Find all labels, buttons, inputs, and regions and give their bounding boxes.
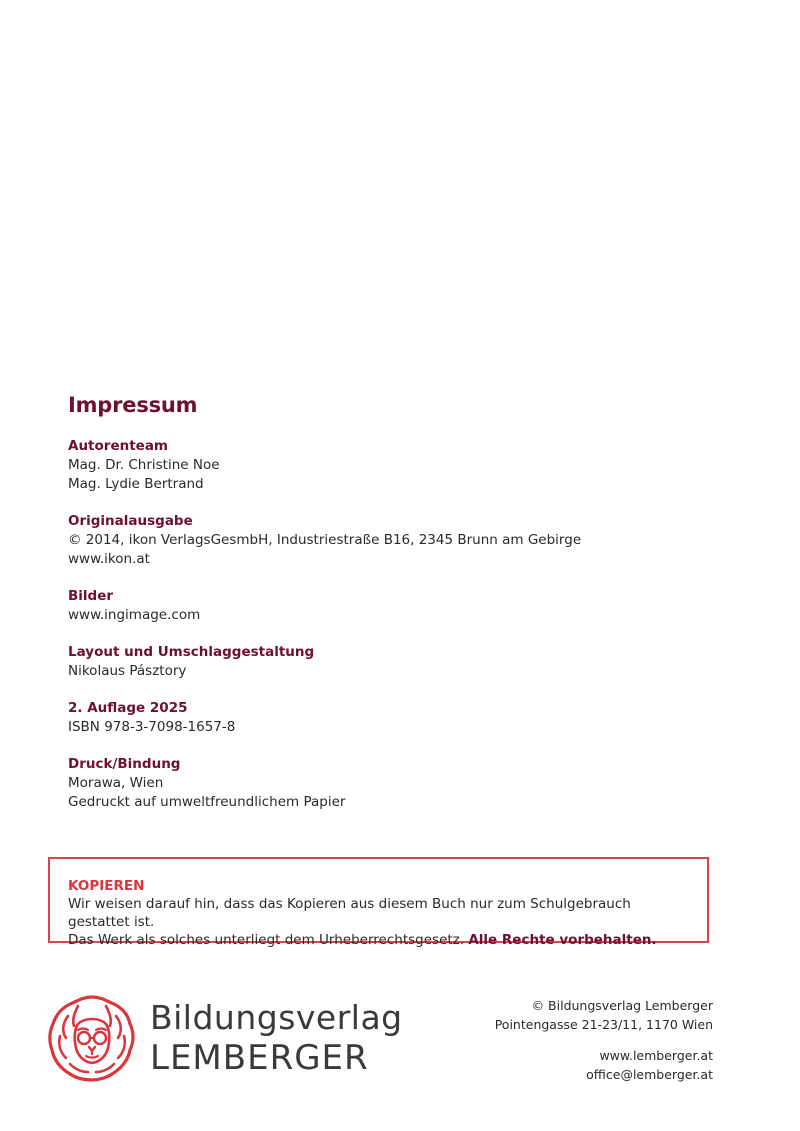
page-title: Impressum — [68, 393, 198, 417]
kopieren-line-1: Wir weisen darauf hin, dass das Kopieren aus diesem Buch nur zum Schulgebrauch gestattet ist. — [68, 896, 631, 930]
section-layout — [68, 643, 708, 681]
publisher-logo-text — [150, 998, 403, 1078]
publisher-address — [495, 996, 713, 1084]
section-bilder — [68, 587, 708, 625]
section-heading: 2. Auflage 2025 — [68, 700, 188, 716]
logo-line-lemberger: LEMBERGER — [150, 1038, 369, 1078]
section-line: www.ikon.at — [68, 551, 150, 567]
section-line: Nikolaus Pásztory — [68, 663, 187, 679]
section-line: © 2014, ikon VerlagsGesmbH, Industriestraße B16, 2345 Brunn am Gebirge — [68, 532, 582, 548]
section-originalausgabe — [68, 512, 708, 569]
section-heading: Druck/Bindung — [68, 756, 181, 772]
address-street: Pointengasse 21-23/11, 1170 Wien — [494, 1017, 713, 1032]
address-web-link[interactable]: www.lemberger.at — [599, 1048, 713, 1063]
kopieren-notice-box — [48, 857, 709, 948]
section-heading: Bilder — [68, 588, 114, 604]
address-copyright: © Bildungsverlag Lemberger — [531, 998, 713, 1013]
section-auflage — [68, 699, 708, 737]
kopieren-line-2-text: Das Werk als solches unterliegt dem Urheberrechtsgesetz. — [68, 932, 469, 948]
kopieren-rights-reserved: Alle Rechte vorbehalten. — [468, 932, 657, 948]
section-line: Mag. Dr. Christine Noe — [68, 457, 220, 473]
kopieren-heading: KOPIEREN — [68, 878, 145, 894]
section-heading: Autorenteam — [68, 438, 168, 454]
section-line: ISBN 978-3-7098-1657-8 — [68, 719, 236, 735]
section-heading: Originalausgabe — [68, 513, 193, 529]
logo-line-bildungsverlag: Bildungsverlag — [150, 998, 403, 1037]
kopieren-line-2 — [68, 931, 689, 949]
section-line: www.ingimage.com — [68, 607, 201, 623]
section-line: Morawa, Wien — [68, 775, 164, 791]
lion-head-logo-icon — [48, 994, 136, 1082]
section-autorenteam — [68, 437, 708, 494]
section-heading: Layout und Umschlaggestaltung — [68, 644, 315, 660]
section-line: Mag. Lydie Bertrand — [68, 476, 204, 492]
section-line: Gedruckt auf umweltfreundlichem Papier — [68, 794, 346, 810]
address-email-link[interactable]: office@lemberger.at — [586, 1067, 713, 1082]
impressum-block — [68, 393, 708, 830]
section-druck — [68, 755, 708, 812]
